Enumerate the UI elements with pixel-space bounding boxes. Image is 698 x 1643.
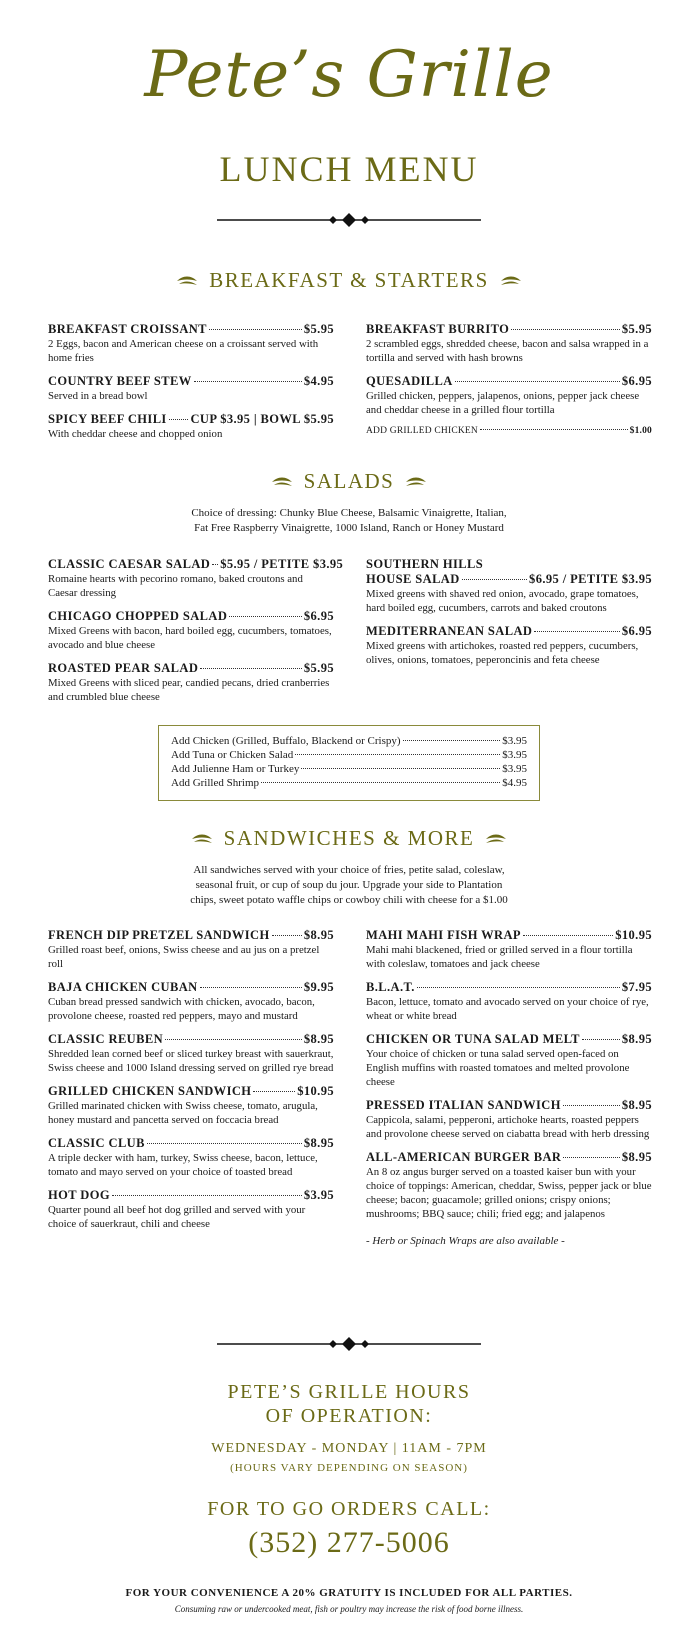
- wrap-note: - Herb or Spinach Wraps are also available -: [366, 1235, 565, 1247]
- addon-price: $4.95: [502, 777, 527, 789]
- menu-item: [48, 1084, 334, 1127]
- item-name: HOT DOG: [48, 1188, 110, 1202]
- item-price: $8.95: [303, 1136, 334, 1150]
- menu-item: [366, 980, 652, 1023]
- item-name: BREAKFAST CROISSANT: [48, 322, 207, 336]
- item-description: Bacon, lettuce, tomato and avocado served on your choice of rye, wheat or white bread: [366, 996, 649, 1022]
- item-price: $4.95: [303, 374, 334, 388]
- item-name: MEDITERRANEAN SALAD: [366, 624, 533, 638]
- item-price: $1.00: [629, 426, 652, 436]
- hours-title-line: PETE’S GRILLE HOURS: [227, 1381, 471, 1403]
- item-name: ALL-AMERICAN BURGER BAR: [366, 1150, 562, 1164]
- addon-row: [171, 734, 527, 748]
- sides-note-line: seasonal fruit, or cup of soup du jour. Upgrade your side to Plantation: [195, 879, 503, 891]
- sides-note-line: All sandwiches served with your choice of fries, petite salad, coleslaw,: [193, 864, 505, 876]
- dressing-note-line: Choice of dressing: Chunky Blue Cheese, Balsamic Vinaigrette, Italian,: [191, 507, 507, 519]
- item-name: COUNTRY BEEF STEW: [48, 374, 192, 388]
- dressing-note: [0, 506, 698, 536]
- item-price: $7.95: [621, 980, 652, 994]
- sandwiches-heading-label: SANDWICHES & MORE: [223, 826, 475, 850]
- item-name: CLASSIC CLUB: [48, 1136, 145, 1150]
- hours-vary: (HOURS VARY DEPENDING ON SEASON): [230, 1462, 468, 1474]
- item-price: $8.95: [303, 1032, 334, 1046]
- hours-title-line: OF OPERATION:: [265, 1405, 433, 1427]
- salads-left-column: [48, 557, 344, 713]
- gratuity-note: FOR YOUR CONVENIENCE A 20% GRATUITY IS INCLUDED FOR ALL PARTIES.: [125, 1587, 573, 1599]
- salads-heading: [0, 469, 698, 494]
- addon-price: $3.95: [502, 749, 527, 761]
- item-description: Mixed Greens with bacon, hard boiled egg, cucumbers, tomatoes, avocado and blue cheese: [48, 625, 332, 651]
- item-price: $8.95: [303, 928, 334, 942]
- breakfast-left-column: [48, 322, 334, 450]
- sides-note: [0, 863, 698, 908]
- item-price: $5.95: [621, 322, 652, 336]
- menu-item: [366, 1032, 652, 1089]
- item-price: $8.95: [621, 1150, 652, 1164]
- menu-item: [366, 928, 652, 971]
- sandwiches-heading: [0, 826, 698, 851]
- item-name: ROASTED PEAR SALAD: [48, 661, 199, 675]
- item-name: SOUTHERN HILLS: [366, 557, 484, 571]
- addon-label: Add Chicken (Grilled, Buffalo, Blackend or Crispy): [171, 735, 401, 747]
- item-description: Shredded lean corned beef or sliced turkey breast with sauerkraut, Swiss cheese and 1000 Island dressing served on grilled rye bread: [48, 1048, 334, 1074]
- item-name: HOUSE SALAD: [366, 572, 460, 586]
- item-description: Mixed greens with artichokes, roasted red peppers, cucumbers, olives, onions, tomatoes, peperoncinis and feta cheese: [366, 640, 639, 666]
- addon-row: [171, 762, 527, 776]
- item-price: $3.95: [303, 1188, 334, 1202]
- item-price: CUP $3.95 | BOWL $5.95: [190, 412, 334, 426]
- breakfast-heading-label: BREAKFAST & STARTERS: [209, 268, 489, 292]
- item-name: CLASSIC REUBEN: [48, 1032, 164, 1046]
- menu-item: [48, 928, 334, 971]
- menu-item: [48, 1136, 334, 1179]
- item-description: Served in a bread bowl: [48, 390, 148, 402]
- item-description: Cappicola, salami, pepperoni, artichoke hearts, roasted peppers and provolone cheese served on ciabatta bread with herb dressing: [366, 1114, 650, 1140]
- menu-item: [48, 609, 334, 652]
- item-price: $5.95: [303, 322, 334, 336]
- right-leaf-icon: [404, 475, 428, 489]
- item-price: $9.95: [303, 980, 334, 994]
- addon-row: [171, 776, 527, 790]
- menu-item-addon: [366, 426, 652, 436]
- item-name: PRESSED ITALIAN SANDWICH: [366, 1098, 561, 1112]
- ornament-divider: [217, 210, 481, 230]
- item-name: CHICAGO CHOPPED SALAD: [48, 609, 228, 623]
- item-description: 2 scrambled eggs, shredded cheese, bacon and salsa wrapped in a tortilla and served with hash browns: [366, 338, 649, 364]
- menu-item: [366, 1150, 652, 1221]
- addon-label: Add Julienne Ham or Turkey: [171, 763, 300, 775]
- menu-item: [366, 624, 652, 667]
- item-name: ADD GRILLED CHICKEN: [366, 426, 478, 436]
- item-description: Your choice of chicken or tuna salad served open-faced on English muffins with roasted tomatoes and melted provolone cheese: [366, 1048, 630, 1088]
- menu-item: [48, 1032, 334, 1075]
- item-name: GRILLED CHICKEN SANDWICH: [48, 1084, 252, 1098]
- item-description: With cheddar cheese and chopped onion: [48, 428, 223, 440]
- item-price: $6.95: [621, 374, 652, 388]
- item-description: An 8 oz angus burger served on a toasted kaiser bun with your choice of toppings: American, cheddar, Swiss, pepper jack or blue cheese; bacon; guacamole; grilled onions; crispy onions; mushrooms; BBQ sauce; chili; fried egg; and jalapenos: [366, 1166, 652, 1220]
- menu-item: [48, 322, 334, 365]
- menu-item: [48, 412, 334, 441]
- salads-heading-label: SALADS: [303, 469, 395, 493]
- right-leaf-icon: [484, 832, 508, 846]
- item-description: Grilled chicken, peppers, jalapenos, onions, pepper jack cheese and cheddar cheese in a grilled flour tortilla: [366, 390, 640, 416]
- item-price: $5.95: [303, 661, 334, 675]
- item-description: Cuban bread pressed sandwich with chicken, avocado, bacon, provolone cheese, roasted red peppers, mayo and mustard: [48, 996, 315, 1022]
- item-price: $10.95: [297, 1084, 334, 1098]
- menu-item: [366, 374, 652, 417]
- item-description: Grilled roast beef, onions, Swiss cheese and au jus on a pretzel roll: [48, 944, 320, 970]
- item-description: Romaine hearts with pecorino romano, baked croutons and Caesar dressing: [48, 573, 303, 599]
- item-price: $6.95 / PETITE $3.95: [529, 572, 652, 586]
- sandwiches-left-column: [48, 928, 334, 1240]
- sides-note-line: chips, sweet potato waffle chips or cowboy chili with cheese for a $1.00: [190, 894, 508, 906]
- menu-item: [48, 661, 334, 704]
- hours-days: WEDNESDAY - MONDAY | 11AM - 7PM: [211, 1441, 487, 1456]
- salad-addons-box: [158, 725, 540, 801]
- item-price: $5.95 / PETITE $3.95: [220, 557, 344, 571]
- menu-item: [366, 557, 652, 615]
- hours-title: [0, 1380, 698, 1428]
- item-description: A triple decker with ham, turkey, Swiss cheese, bacon, lettuce, tomato and mayo served on your choice of toasted bread: [48, 1152, 318, 1178]
- item-description: 2 Eggs, bacon and American cheese on a croissant served with home fries: [48, 338, 319, 364]
- menu-subtitle: LUNCH MENU: [219, 149, 479, 189]
- item-price: $6.95: [303, 609, 334, 623]
- item-name: BAJA CHICKEN CUBAN: [48, 980, 198, 994]
- item-description: Mahi mahi blackened, fried or grilled served in a flour tortilla with coleslaw, tomatoes and jack cheese: [366, 944, 633, 970]
- ornament-divider: [217, 1334, 481, 1354]
- phone-number[interactable]: (352) 277-5006: [248, 1526, 450, 1559]
- item-name: QUESADILLA: [366, 374, 453, 388]
- item-description: Mixed Greens with sliced pear, candied pecans, dried cranberries and crumbled blue cheese: [48, 677, 330, 703]
- restaurant-title: Pete’s Grille: [144, 38, 554, 112]
- right-leaf-icon: [499, 274, 523, 288]
- item-name: BREAKFAST BURRITO: [366, 322, 510, 336]
- item-description: Quarter pound all beef hot dog grilled and served with your choice of sauerkraut, chili and cheese: [48, 1204, 306, 1230]
- item-description: Grilled marinated chicken with Swiss cheese, tomato, arugula, honey mustard and pancetta served on foccacia bread: [48, 1100, 318, 1126]
- item-price: $10.95: [615, 928, 652, 942]
- menu-item: [48, 980, 334, 1023]
- salads-right-column: [366, 557, 652, 676]
- menu-item: [366, 1098, 652, 1141]
- item-name: B.L.A.T.: [366, 980, 415, 994]
- item-name: FRENCH DIP PRETZEL SANDWICH: [48, 928, 270, 942]
- addon-price: $3.95: [502, 735, 527, 747]
- item-price: $6.95: [621, 624, 652, 638]
- left-leaf-icon: [175, 274, 199, 288]
- left-leaf-icon: [270, 475, 294, 489]
- item-name: MAHI MAHI FISH WRAP: [366, 928, 521, 942]
- addon-row: [171, 748, 527, 762]
- item-price: $8.95: [621, 1032, 652, 1046]
- dressing-note-line: Fat Free Raspberry Vinaigrette, 1000 Island, Ranch or Honey Mustard: [194, 522, 504, 534]
- menu-item: [48, 557, 344, 600]
- item-price: $8.95: [621, 1098, 652, 1112]
- addon-label: Add Grilled Shrimp: [171, 777, 259, 789]
- item-description: Mixed greens with shaved red onion, avocado, grape tomatoes, hard boiled egg, cucumbers, carrots and baked croutons: [366, 588, 639, 614]
- item-name: CHICKEN OR TUNA SALAD MELT: [366, 1032, 580, 1046]
- addon-price: $3.95: [502, 763, 527, 775]
- left-leaf-icon: [190, 832, 214, 846]
- item-name: CLASSIC CAESAR SALAD: [48, 557, 211, 571]
- food-warning: Consuming raw or undercooked meat, fish or poultry may increase the risk of food borne illness.: [174, 1604, 524, 1614]
- item-name: SPICY BEEF CHILI: [48, 412, 167, 426]
- menu-item: [366, 322, 652, 365]
- orders-label: FOR TO GO ORDERS CALL:: [207, 1498, 491, 1520]
- menu-item: [48, 374, 334, 403]
- menu-item: [48, 1188, 334, 1231]
- sandwiches-right-column: [366, 928, 652, 1247]
- addon-label: Add Tuna or Chicken Salad: [171, 749, 294, 761]
- breakfast-heading: [0, 268, 698, 293]
- breakfast-right-column: [366, 322, 652, 445]
